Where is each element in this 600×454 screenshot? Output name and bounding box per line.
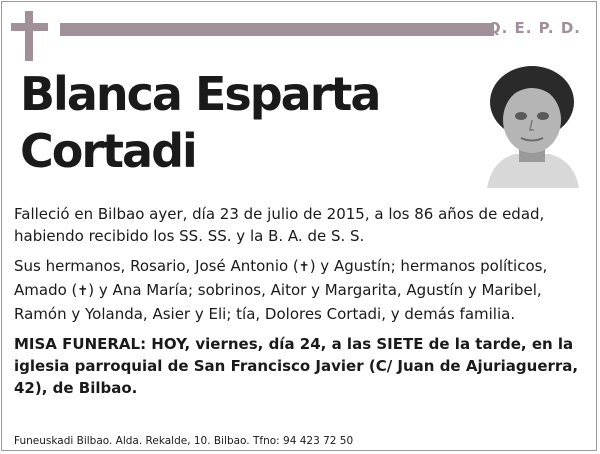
family-paragraph bbox=[14, 255, 586, 325]
funeral-home-footer: Funeuskadi Bilbao. Alda. Rekalde, 10. Bilbao. Tfno: 94 423 72 50 bbox=[14, 435, 354, 447]
family-text-a: Sus hermanos, Rosario, José Antonio ( bbox=[14, 257, 299, 275]
name-line-1: Blanca Esparta bbox=[20, 67, 380, 121]
family-text-c: ) y Ana María; sobrinos, Aitor y Margarita, Agustín y Maribel, Ramón y Yolanda, Asier y Eli; tía, Dolores Cortadi, y demás familia. bbox=[14, 281, 542, 323]
funeral-mass-paragraph: MISA FUNERAL: HOY, viernes, día 24, a las SIETE de la tarde, en la iglesia parroquial de San Francisco Javier (C/ Juan de Ajuriaguerra, 42), de Bilbao. bbox=[14, 335, 579, 397]
deceased-name bbox=[20, 66, 379, 180]
deceased-cross-icon: ✝ bbox=[77, 284, 89, 299]
header-rule bbox=[60, 23, 494, 36]
name-line-2: Cortadi bbox=[20, 124, 196, 178]
deceased-cross-icon: ✝ bbox=[298, 260, 310, 275]
qepd-badge: Q. E. P. D. bbox=[487, 19, 581, 37]
family-text-b: ) y Agustín; hermanos políticos, Amado ( bbox=[14, 257, 548, 299]
cross-icon bbox=[25, 11, 33, 61]
portrait-photo bbox=[477, 62, 587, 188]
cross-icon-bar bbox=[11, 23, 48, 31]
death-notice-paragraph: Falleció en Bilbao ayer, día 23 de julio de 2015, a los 86 años de edad, habiendo recibido los SS. SS. y la B. A. de S. S. bbox=[14, 205, 545, 245]
